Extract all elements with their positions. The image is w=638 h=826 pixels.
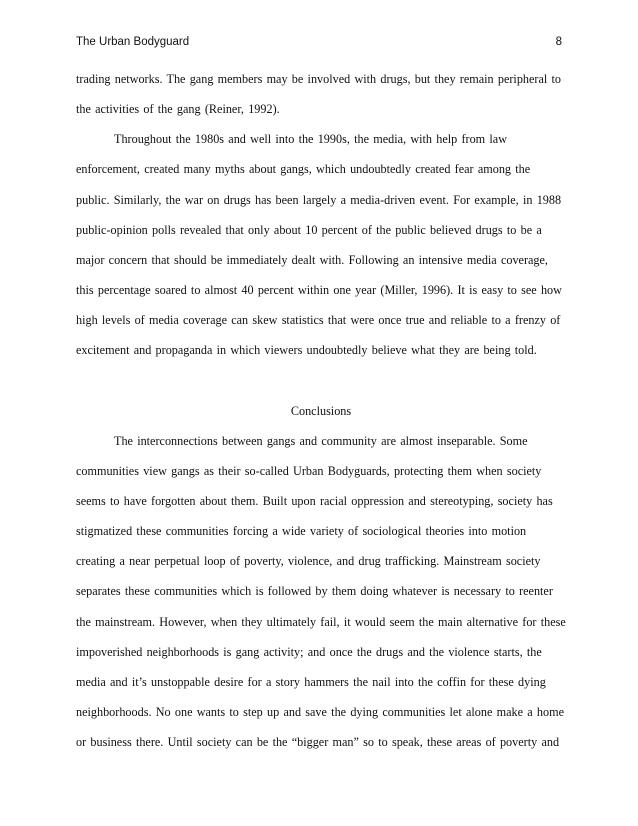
text-line: impoverished neighborhoods is gang activity; and once the drugs and the violence starts, the [76, 644, 542, 659]
text-line: the activities of the gang (Reiner, 1992). [76, 102, 280, 117]
text-line: public. Similarly, the war on drugs has been largely a media-driven event. For example, in 1988 [76, 192, 562, 207]
text-line: The interconnections between gangs and community are almost inseparable. Some [114, 433, 528, 448]
text-line: public-opinion polls revealed that only about 10 percent of the public believed drugs to be a [76, 222, 542, 237]
text-line: enforcement, created many myths about gangs, which undoubtedly created fear among the [76, 162, 531, 177]
text-line: major concern that should be immediately dealt with. Following an intensive media coverage, [76, 252, 548, 267]
text-line: Throughout the 1980s and well into the 1990s, the media, with help from law [114, 132, 508, 147]
text-line: neighborhoods. No one wants to step up and save the dying communities let alone make a home [76, 704, 564, 719]
text-line: seems to have forgotten about them. Built upon racial oppression and stereotyping, society has [76, 493, 553, 508]
text-line: media and it’s unstoppable desire for a story hammers the nail into the coffin for these dying [76, 674, 546, 689]
text-line: stigmatized these communities forcing a wide variety of sociological theories into motion [76, 524, 527, 539]
text-line: the mainstream. However, when they ultimately fail, it would seem the main alternative for these [76, 614, 566, 629]
text-line: excitement and propaganda in which viewers undoubtedly believe what they are being told. [76, 343, 537, 358]
text-line: separates these communities which is followed by them doing whatever is necessary to reenter [76, 584, 553, 599]
blank-line [76, 372, 566, 402]
text-line: or business there. Until society can be the “bigger man” so to speak, these areas of poverty and [76, 735, 560, 750]
text-line: communities view gangs as their so-called Urban Bodyguards, protecting them when society [76, 463, 542, 478]
text-line: this percentage soared to almost 40 percent within one year (Miller, 1996). It is easy to see how [76, 282, 562, 297]
text-line: creating a near perpetual loop of poverty, violence, and drug trafficking. Mainstream society [76, 554, 541, 569]
page-number: 8 [555, 36, 562, 48]
document-body [76, 71, 566, 764]
text-line: high levels of media coverage can skew statistics that were once true and reliable to a frenzy of [76, 313, 561, 328]
section-heading: Conclusions [290, 403, 352, 418]
page-header [76, 36, 562, 52]
running-head: The Urban Bodyguard [76, 36, 190, 48]
text-line: trading networks. The gang members may be involved with drugs, but they remain peripheral to [76, 72, 562, 86]
